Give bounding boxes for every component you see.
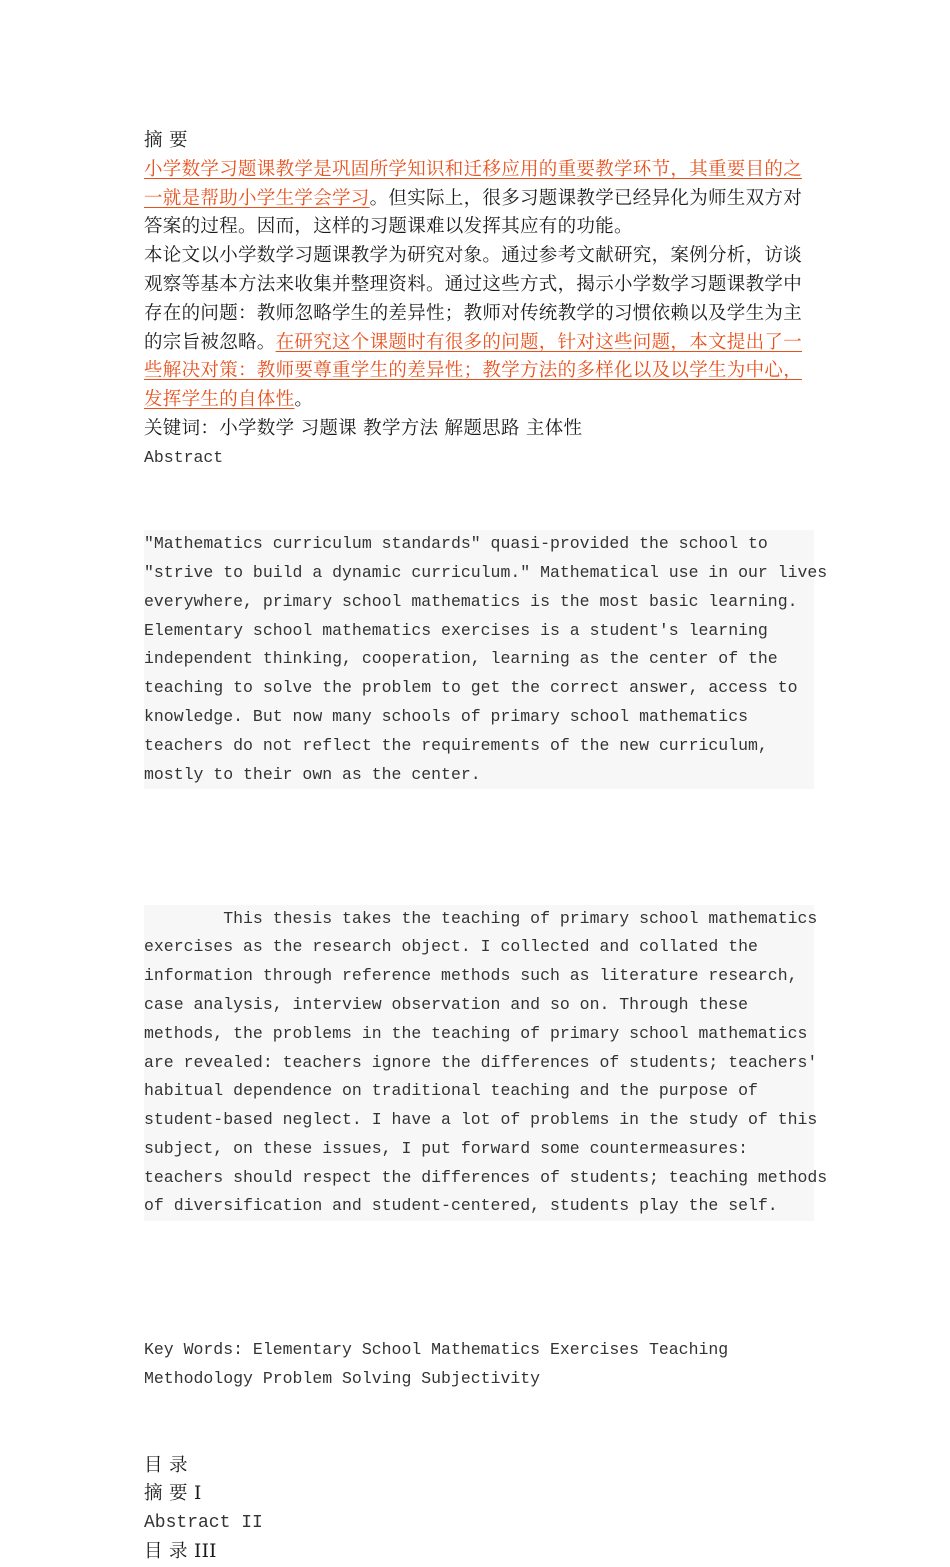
text-line: Key Words: Elementary School Mathematics Exercises Teaching — [144, 1340, 729, 1360]
text-line: teaching to solve the problem to get the correct answer, access to — [144, 674, 814, 703]
paragraph-end: 。 — [294, 389, 314, 411]
text-line: teachers do not reflect the requirements of the new curriculum, — [144, 732, 814, 761]
toc-list — [144, 1480, 814, 1566]
document-page — [144, 127, 828, 1567]
text-line: subject, on these issues, I put forward some countermeasures: — [144, 1135, 814, 1164]
toc-item[interactable]: Abstract II — [144, 1513, 263, 1534]
toc-item[interactable]: 目 录 III — [144, 1541, 217, 1563]
paragraph-text: 本论文以小学数学习题课教学为研究对象。通过参考文献研究，案例分析，访谈观察等基本方法来收集并整理资料。通过这些方式，揭示小学数学习题课教学中存在的问题：教师忽略学生的差异性；教师对传统教学的习惯依赖以及学生为主的宗旨被忽略。 — [144, 245, 803, 353]
text-line: information through reference methods such as literature research, — [144, 962, 814, 991]
keywords-en — [144, 1279, 814, 1452]
abstract-cn-paragraph-1 — [144, 156, 814, 242]
text-line: "Mathematics curriculum standards" quasi-provided the school to — [144, 530, 814, 559]
abstract-cn-paragraph-2 — [144, 242, 814, 415]
text-line: independent thinking, cooperation, learning as the center of the — [144, 645, 814, 674]
text-line: This thesis takes the teaching of primary school mathematics — [144, 905, 814, 934]
toc-heading: 目 录 — [144, 1454, 188, 1476]
text-line: "strive to build a dynamic curriculum." Mathematical use in our lives — [144, 559, 814, 588]
text-line: are revealed: teachers ignore the differences of students; teachers' — [144, 1049, 814, 1078]
abstract-cn-heading: 摘 要 — [144, 130, 188, 151]
highlighted-text: 小学数学习题课教学是巩固所学知识和迁移应用的重要教学环节，其重要目的之一就是帮助小学生学会学习 — [144, 158, 803, 209]
toc-item[interactable]: 摘 要 I — [144, 1483, 202, 1505]
text-line: student-based neglect. I have a lot of problems in the study of this — [144, 1106, 814, 1135]
abstract-en-paragraph-2 — [144, 847, 828, 1279]
text-line: Elementary school mathematics exercises is a student's learning — [144, 617, 814, 646]
keywords-cn: 关键词：小学数学 习题课 教学方法 解题思路 主体性 — [144, 417, 583, 439]
text-line: teachers should respect the differences of students; teaching methods — [144, 1164, 814, 1193]
text-line: habitual dependence on traditional teaching and the purpose of — [144, 1077, 814, 1106]
text-line: methods, the problems in the teaching of primary school mathematics — [144, 1020, 814, 1049]
text-line: knowledge. But now many schools of primary school mathematics — [144, 703, 814, 732]
text-line: case analysis, interview observation and so on. Through these — [144, 991, 814, 1020]
text-line: everywhere, primary school mathematics is the most basic learning. — [144, 588, 814, 617]
text-line: exercises as the research object. I collected and collated the — [144, 933, 814, 962]
abstract-en-heading: Abstract — [144, 447, 224, 467]
abstract-en-paragraph-1 — [144, 473, 828, 847]
highlighted-text: 在研究这个课题时有很多的问题，针对这些问题，本文提出了一些解决对策：教师要尊重学生的差异性；教学方法的多样化以及以学生为中心，发挥学生的自体性 — [144, 331, 803, 411]
paragraph-text: 。但实际上，很多习题课教学已经异化为师生双方对答案的过程。因而，这样的习题课难以发挥其应有的功能。 — [144, 187, 803, 238]
text-line: of diversification and student-centered, students play the self. — [144, 1192, 814, 1221]
text-line: mostly to their own as the center. — [144, 761, 814, 790]
text-line: Methodology Problem Solving Subjectivity — [144, 1369, 541, 1389]
